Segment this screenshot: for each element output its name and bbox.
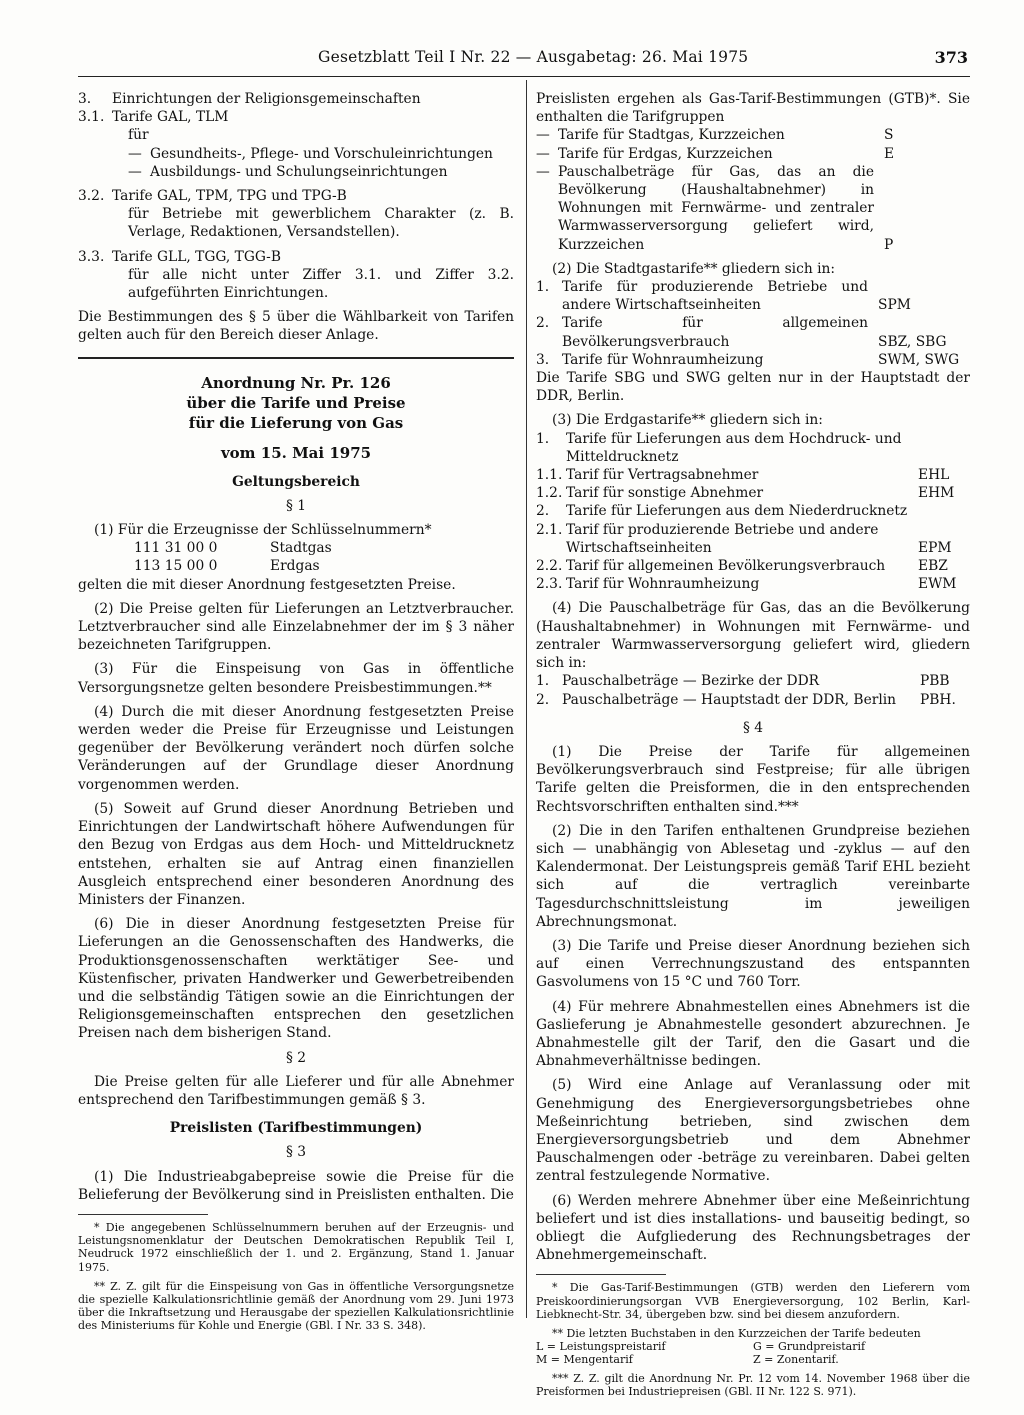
footnote: ** Die letzten Buchstaben in den Kurzzeichen der Tarife bedeuten — [552, 1327, 921, 1340]
tariff-row: 2. Tarife für Lieferungen aus dem Niederdrucknetz — [536, 503, 908, 520]
tariff-row: 2. Tarife für allgemeinen Bevölkerungsverbrauch SBZ, SBG — [536, 315, 947, 350]
tariff-row: 2. Pauschalbeträge — Hauptstadt der DDR, Berlin PBH. — [536, 691, 956, 708]
paragraph: (1) Für die Erzeugnisse der Schlüsselnummern* — [94, 522, 432, 539]
paragraph: (5) Soweit auf Grund dieser Anordnung Betrieben und Einrichtungen der Landwirtschaft höhere Aufwendungen für den Bezug von Erdgas aus dem Hoch- und Mitteldrucknetz entstehen, erhalten sie auf Antrag einen finanziellen Ausgleich entsprechend einer besonderen Anordnung des Ministers der Finanzen. — [78, 800, 514, 908]
paragraph: (4) Die Pauschalbeträge für Gas, das an die Bevölkerung (Haushaltabnehmer) in Wohnungen mit Fernwärme- und zentraler Warmwasserversorgung geliefert wird, gliedern sich in: — [536, 600, 970, 672]
tariff-row: 3. Tarife für Wohnraumheizung SWM, SWG — [536, 351, 960, 368]
list-item: 3.2. Tarife GAL, TPM, TPG und TPG-B — [78, 188, 347, 205]
paragraph: (6) Werden mehrere Abnehmer über eine Meßeinrichtung beliefert und ist dies installations- und bauseitig bedingt, so obliegt die Aufgliederung des Rechnungsbetrages der Abnehmergemeinschaft. — [536, 1192, 970, 1264]
footnote: * Die angegebenen Schlüsselnummern beruhen auf der Erzeugnis- und Leistungsnomenklatur der Deutschen Demokratischen Republik Teil I, Neudruck 1972 einschließlich der 1. und 2. Ergänzung, Stand 1. Januar 1975. — [78, 1220, 514, 1274]
paragraph: (4) Für mehrere Abnahmestellen eines Abnehmers ist die Gaslieferung je Abnahmestelle gesondert abzurechnen. Je Abnahmestelle gilt der Tarif, den die Gasart und die Abnahmeverhältnisse bedingen. — [536, 998, 970, 1070]
paragraph: gelten die mit dieser Anordnung festgesetzten Preise. — [78, 576, 456, 593]
paragraph: (2) Die in den Tarifen enthaltenen Grundpreise beziehen sich — unabhängig von Ablesetag und -zyklus — auf den Kalendermonat. Der Leistungspreis gemäß Tarif EHL bezieht sich auf die vertraglich vereinbarte Tagesdurchschnittsleistung im jeweiligen Abrechnungsmonat. — [536, 822, 970, 930]
ordinance-title-3: für die Lieferung von Gas — [188, 413, 404, 432]
paragraph: Preislisten ergehen als Gas-Tarif-Bestimmungen (GTB)*. Sie enthalten die Tarifgruppen — [536, 91, 970, 126]
closing-paragraph: Die Bestimmungen des § 5 über die Wählbarkeit von Tarifen gelten auch für den Bereich dieser Anlage. — [78, 309, 514, 344]
left-column — [78, 90, 514, 1333]
paragraph: (2) Die Preise gelten für Lieferungen an Letztverbraucher. Letztverbraucher sind alle Einzelabnehmer der im § 3 näher bezeichneten Tarifgruppen. — [78, 600, 514, 654]
tariff-row: 1. Tarife für Lieferungen aus dem Hochdruck- und Mitteldrucknetz — [536, 430, 902, 465]
tariff-row: 1. Pauschalbeträge — Bezirke der DDR PBB — [536, 673, 950, 690]
footnote: * Die Gas-Tarif-Bestimmungen (GTB) werden den Lieferern vom Preiskoordinierungsorgan VVB Energieversorgung, 102 Berlin, Karl-Liebknecht-Str. 34, übergeben bzw. sind bei diesem anzufordern. — [536, 1281, 970, 1321]
paragraph: (3) Für die Einspeisung von Gas in öffentliche Versorgungsnetze gelten besondere Preisbestimmungen.** — [78, 661, 514, 696]
paragraph: (3) Die Erdgastarife** gliedern sich in: — [552, 412, 823, 429]
section-heading: Geltungsbereich — [232, 473, 360, 490]
page-header — [78, 48, 968, 70]
list-item-text: für alle nicht unter Ziffer 3.1. und Ziffer 3.2. aufgeführten Einrichtungen. — [128, 266, 514, 302]
list-item: 3.3. Tarife GLL, TGG, TGG-B — [78, 248, 281, 265]
abbreviation-legend: L = Leistungspreistarif G = Grundpreistarif M = Mengentarif Z = Zonentarif. — [536, 1340, 866, 1367]
right-column — [536, 90, 970, 1399]
column-divider — [526, 80, 527, 1318]
tariff-row: 2.2. Tarif für allgemeinen Bevölkerungsverbrauch EBZ — [536, 558, 948, 575]
paragraph: (4) Durch die mit dieser Anordnung festgesetzten Preise werden weder die Preise für Erzeugnisse und Leistungen gegenüber der Bevölkerung verändert noch dürfen solche Veränderungen auf der Grundlage dieser Anordnung vorgenommen werden. — [78, 703, 514, 793]
list-item-text: für Betriebe mit gewerblichem Charakter (z. B. Verlage, Redaktionen, Versandstellen). — [128, 206, 514, 241]
list-item: 3.1. Tarife GAL, TLM — [78, 109, 229, 126]
paragraph: (3) Die Tarife und Preise dieser Anordnung beziehen sich auf einen Verrechnungszustand des entspannten Gasvolumens von 15 °C und 760 Torr. — [536, 937, 970, 991]
footnote: *** Z. Z. gilt die Anordnung Nr. Pr. 12 vom 14. November 1968 über die Preisformen bei Industriepreisen (GBl. II Nr. 122 S. 971). — [536, 1372, 970, 1399]
paragraph: (2) Die Stadtgastarife** gliedern sich in: — [552, 260, 836, 277]
header-title: Gesetzblatt Teil I Nr. 22 — Ausgabetag: 26. Mai 1975 — [318, 48, 749, 66]
tariff-row: 1.1. Tarif für Vertragsabnehmer EHL — [536, 467, 950, 484]
paragraph: (1) Die Preise der Tarife für allgemeinen Bevölkerungsverbrauch sind Festpreise; für alle übrigen Tarife gelten die Preisformen, die in den entsprechenden Rechtsvorschriften enthalten sind.*** — [536, 743, 970, 815]
paragraph: (1) Die Industrieabgabepreise sowie die Preise für die Belieferung der Bevölkerung sind in Preislisten enthalten. Die — [78, 1168, 514, 1203]
tariff-group: — Tarife für Erdgas, Kurzzeichen E — [536, 145, 895, 162]
dash-item: — Ausbildungs- und Schulungseinrichtungen — [128, 163, 448, 180]
section-heading: Preislisten (Tarifbestimmungen) — [169, 1120, 423, 1137]
paragraph-heading: § 1 — [285, 497, 307, 514]
tariff-row: 1.2. Tarif für sonstige Abnehmer EHM — [536, 485, 955, 502]
code-row: 111 31 00 0 Stadtgas — [134, 540, 332, 557]
list-item-text: für — [128, 127, 149, 144]
ordinance-date: vom 15. Mai 1975 — [220, 443, 372, 462]
paragraph-heading: § 2 — [285, 1049, 307, 1066]
paragraph: Die Tarife SBG und SWG gelten nur in der Hauptstadt der DDR, Berlin. — [536, 370, 970, 405]
tariff-row: 1. Tarife für produzierende Betriebe und andere Wirtschaftseinheiten SPM — [536, 279, 911, 314]
paragraph: (5) Wird eine Anlage auf Veranlassung oder mit Genehmigung des Energieversorgungsbetriebes ohne Meßeinrichtung betrieben, sind zwischen dem Energieversorgungsbetrieb und dem Abnehmer Pauschalmengen oder -beträge zu vereinbaren. Dabei gelten zentral festzulegende Normative. — [536, 1077, 970, 1185]
page-number: 373 — [934, 48, 968, 67]
erdgas-list — [536, 430, 970, 594]
paragraph: Die Preise gelten für alle Lieferer und für alle Abnehmer entsprechend den Tarifbestimmungen gemäß § 3. — [78, 1073, 514, 1108]
tariff-row: 2.3. Tarif für Wohnraumheizung EWM — [536, 576, 957, 593]
code-row: 113 15 00 0 Erdgas — [134, 558, 320, 575]
header-rule — [78, 76, 970, 77]
ordinance-title-2: über die Tarife und Preise — [186, 393, 406, 412]
tariff-row: 2.1. Tarif für produzierende Betriebe und andere Wirtschaftseinheiten EPM — [536, 521, 952, 556]
tariff-group: — Tarife für Stadtgas, Kurzzeichen S — [536, 127, 894, 144]
footnote-rule — [536, 1274, 666, 1275]
footnote-rule — [78, 1214, 208, 1215]
paragraph-heading: § 4 — [742, 719, 764, 736]
footnote: ** Z. Z. gilt für die Einspeisung von Gas in öffentliche Versorgungsnetze die spezielle Kalkulationsrichtlinie gemäß der Anordnung vom 29. Juni 1973 über die Inkraftsetzung und Herausgabe der speziellen Kalkulationsrichtlinie des Ministeriums für Kohle und Energie (GBl. I Nr. 33 S. 348). — [78, 1279, 514, 1333]
ordinance-title: Anordnung Nr. Pr. 126 — [201, 373, 391, 392]
footnotes — [536, 1281, 970, 1398]
section-rule — [78, 357, 514, 359]
tariff-group: — Pauschalbeträge für Gas, das an die Bevölkerung (Haushaltabnehmer) in Wohnungen mit Fernwärme- und zentraler Warmwasserversorgung geliefert wird, Kurzzeichen P — [536, 163, 894, 253]
list-item: 3. Einrichtungen der Religionsgemeinschaften — [78, 91, 421, 107]
paragraph: (6) Die in dieser Anordnung festgesetzten Preise für Lieferungen an die Genossenschaften des Handwerks, die Produktionsgenossenschaften werktätiger See- und Küstenfischer, privaten Handwerker und Gewerbetreibenden und die selbständig Tätigen sowie an die Einrichtungen der Religionsgemeinschaften entsprechen den gesetzlichen Preisen nach dem bisherigen Stand. — [78, 916, 514, 1042]
footnotes — [78, 1221, 514, 1333]
paragraph-heading: § 3 — [285, 1144, 307, 1161]
dash-item: — Gesundheits-, Pflege- und Vorschuleinrichtungen — [128, 145, 493, 162]
